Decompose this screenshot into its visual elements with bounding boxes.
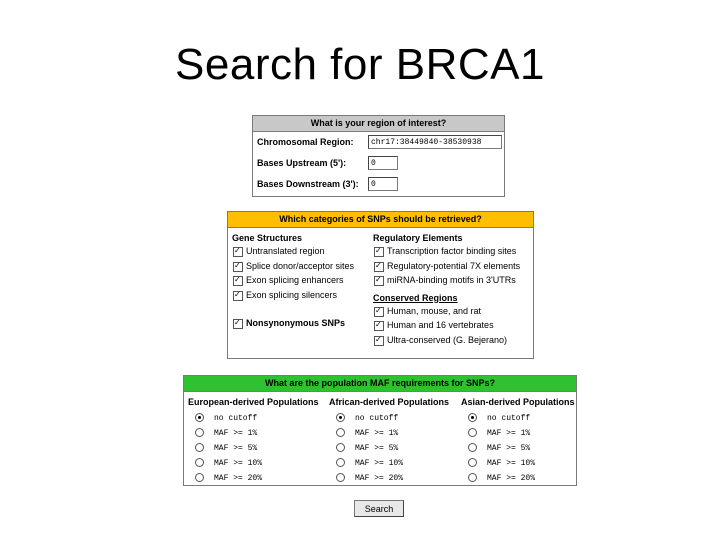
radio-label: MAF >= 10% [355,459,404,468]
checkbox[interactable] [374,307,384,317]
radio-label: MAF >= 1% [214,429,258,438]
african-label: African-derived Populations [329,397,450,407]
snp-categories-panel [227,211,534,359]
radio-label: MAF >= 1% [487,429,531,438]
radio[interactable] [468,443,477,452]
radio[interactable] [336,413,345,422]
radio-label: MAF >= 10% [487,459,536,468]
regulatory-column [373,232,520,347]
radio-item[interactable] [329,440,449,455]
checkbox-label: Splice donor/acceptor sites [246,260,355,271]
radio[interactable] [336,428,345,437]
regulatory-label: Regulatory Elements [373,233,463,243]
radio-item[interactable] [329,470,449,485]
region-heading: What is your region of interest? [253,116,504,132]
radio-item[interactable] [188,410,319,425]
radio-label: no cutoff [487,414,531,423]
checkbox[interactable] [233,319,243,329]
checkbox-label: Human and 16 vertebrates [387,320,494,330]
radio-item[interactable] [461,410,575,425]
upstream-row [253,153,504,174]
downstream-label: Bases Downstream (3'): [257,179,359,189]
checkbox[interactable] [374,321,384,331]
radio[interactable] [468,428,477,437]
upstream-input[interactable] [368,156,398,170]
radio[interactable] [195,458,204,467]
checkbox[interactable] [233,276,243,286]
chrom-row [253,132,504,153]
checkbox-label: Human, mouse, and rat [387,305,482,316]
radio[interactable] [468,458,477,467]
radio[interactable] [195,473,204,482]
search-button[interactable]: Search [354,500,404,517]
radio-label: MAF >= 5% [487,444,531,453]
radio-item[interactable] [188,470,319,485]
radio[interactable] [468,413,477,422]
chromosomal-region-input[interactable] [368,135,502,149]
gene-structures-column [232,232,354,331]
radio-item[interactable] [461,455,575,470]
checkbox-item[interactable] [373,333,520,348]
radio-item[interactable] [461,425,575,440]
radio[interactable] [336,443,345,452]
checkbox-item[interactable] [232,288,354,303]
checkbox-label: Exon splicing silencers [246,289,338,300]
checkbox-label: Regulatory-potential 7X elements [387,260,521,271]
radio-item[interactable] [329,410,449,425]
european-column [188,396,319,485]
checkbox[interactable] [374,336,384,346]
checkbox[interactable] [233,247,243,257]
asian-column [461,396,575,485]
radio[interactable] [195,428,204,437]
radio-label: MAF >= 20% [355,474,404,483]
checkbox-label: Untranslated region [246,246,325,256]
radio-item[interactable] [329,455,449,470]
conserved-label: Conserved Regions [373,292,458,303]
checkbox-label: miRNA-binding motifs in 3'UTRs [387,275,516,285]
radio[interactable] [336,473,345,482]
downstream-input[interactable] [368,177,398,191]
maf-heading: What are the population MAF requirements for SNPs? [184,376,576,392]
radio-label: no cutoff [355,414,399,423]
checkbox-item[interactable] [373,244,520,259]
region-panel [252,115,505,197]
radio-label: MAF >= 20% [214,474,263,483]
european-label: European-derived Populations [188,397,319,407]
page-title: Search for BRCA1 [175,40,545,89]
radio[interactable] [195,443,204,452]
checkbox-label: Ultra-conserved (G. Bejerano) [387,334,508,345]
radio-item[interactable] [461,470,575,485]
checkbox-item[interactable] [232,244,354,259]
checkbox-item[interactable] [232,259,354,274]
snp-heading: Which categories of SNPs should be retrieved? [228,212,533,228]
checkbox-label: Exon splicing enhancers [246,275,344,285]
radio-label: MAF >= 20% [487,474,536,483]
chrom-label: Chromosomal Region: [257,137,354,147]
radio-item[interactable] [461,440,575,455]
radio[interactable] [468,473,477,482]
radio-item[interactable] [329,425,449,440]
radio-item[interactable] [188,440,319,455]
radio-label: MAF >= 5% [355,444,399,453]
radio-label: MAF >= 10% [214,459,263,468]
nonsynonymous-item[interactable] [232,316,354,331]
checkbox-label: Nonsynonymous SNPs [246,318,346,328]
asian-label: Asian-derived Populations [461,397,575,407]
checkbox[interactable] [374,247,384,257]
radio-label: no cutoff [214,414,258,423]
radio-label: MAF >= 5% [214,444,258,453]
checkbox[interactable] [233,262,243,272]
downstream-row [253,174,504,195]
gene-structures-label: Gene Structures [232,233,303,243]
checkbox-label: Transcription factor binding sites [387,246,517,256]
maf-panel [183,375,577,486]
radio-item[interactable] [188,425,319,440]
radio[interactable] [336,458,345,467]
checkbox-item[interactable] [373,318,520,333]
upstream-label: Bases Upstream (5'): [257,158,347,168]
african-column [329,396,449,485]
radio-item[interactable] [188,455,319,470]
checkbox-item[interactable] [373,259,520,274]
checkbox-item[interactable] [373,304,520,319]
radio[interactable] [195,413,204,422]
checkbox[interactable] [374,276,384,286]
checkbox-item[interactable] [373,273,520,288]
checkbox[interactable] [233,291,243,301]
checkbox[interactable] [374,262,384,272]
checkbox-item[interactable] [232,273,354,288]
radio-label: MAF >= 1% [355,429,399,438]
